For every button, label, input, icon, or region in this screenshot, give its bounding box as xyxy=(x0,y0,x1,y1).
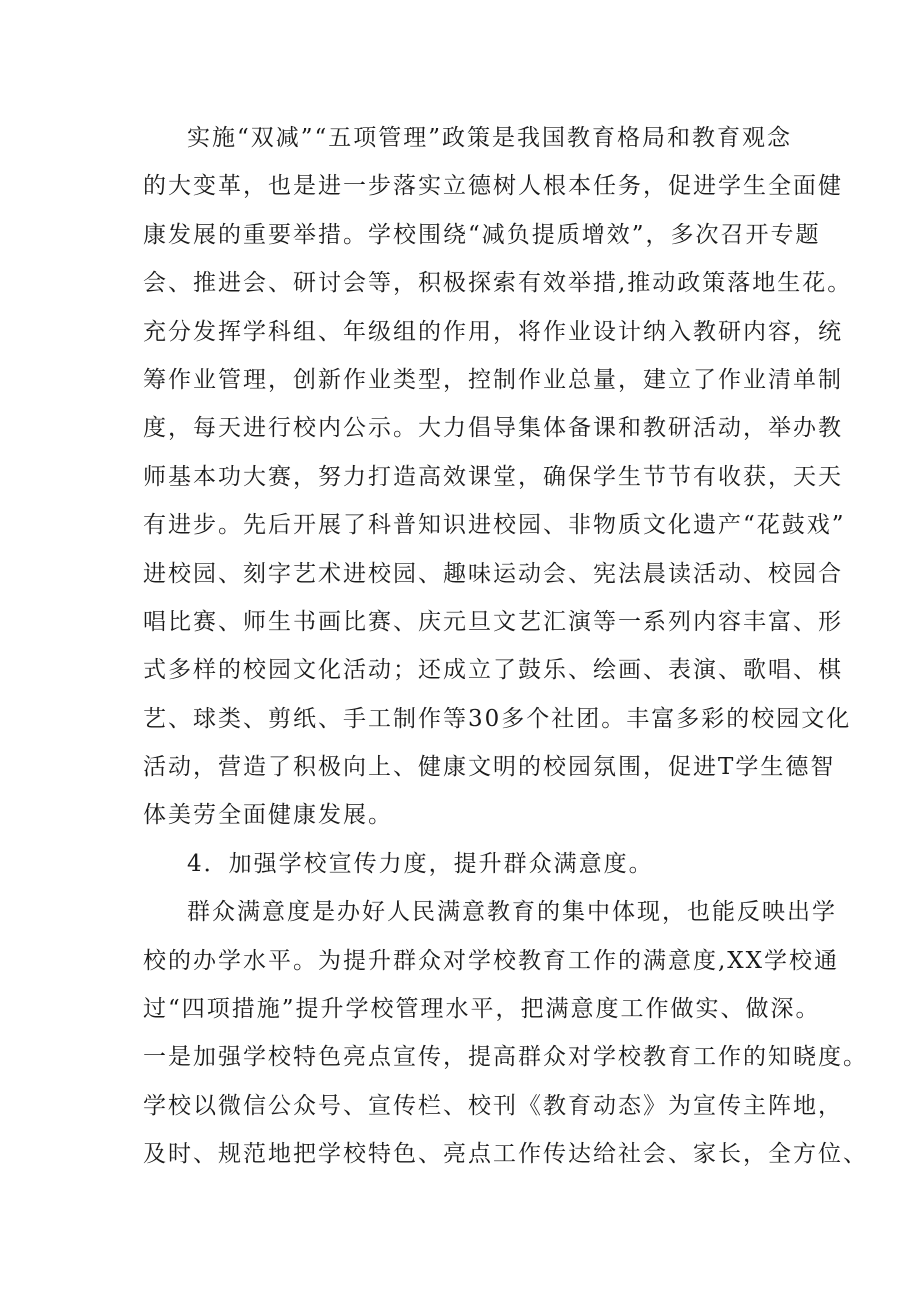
paragraph-1-line: 度，每天进行校内公示。大力倡导集体备课和教研活动，举办教 xyxy=(143,415,843,442)
paragraph-1-line: 会、推进会、研讨会等，积极探索有效举措,推动政策落地生花。 xyxy=(143,270,853,297)
paragraph-1-line: 师基本功大赛，努力打造高效课堂，确保学生节节有收获，天天 xyxy=(143,463,843,490)
paragraph-2-line: 及时、规范地把学校特色、亮点工作传达给社会、家长，全方位、 xyxy=(143,1141,868,1168)
paragraph-1-line: 的大变革，也是进一步落实立德树人根本任务，促进学生全面健 xyxy=(143,173,843,200)
paragraph-1-line: 活动，营造了积极向上、健康文明的校园氛围，促进T学生德智 xyxy=(143,754,836,781)
section-heading: 4．加强学校宣传力度，提升群众满意度。 xyxy=(187,850,654,877)
paragraph-2-line: 校的办学水平。为提升群众对学校教育工作的满意度,XX学校通 xyxy=(143,947,840,974)
paragraph-2-line: 过“四项措施”提升学校管理水平，把满意度工作做实、做深。 xyxy=(143,996,821,1023)
paragraph-1-line: 有进步。先后开展了科普知识进校园、非物质文化遗产“花鼓戏” xyxy=(143,512,846,539)
paragraph-1-line: 康发展的重要举措。学校围绕“减负提质增效”，多次召开专题 xyxy=(143,221,821,248)
paragraph-2-line: 一是加强学校特色亮点宣传，提高群众对学校教育工作的知晓度。 xyxy=(143,1044,868,1071)
document-body xyxy=(143,114,868,1179)
paragraph-1-line: 进校园、刻字艺术进校园、趣味运动会、宪法晨读活动、校园合 xyxy=(143,560,843,587)
paragraph-1-line: 充分发挥学科组、年级组的作用，将作业设计纳入教研内容，统 xyxy=(143,318,843,345)
paragraph-1-line: 实施“双减”“五项管理”政策是我国教育格局和教育观念 xyxy=(187,125,793,151)
paragraph-1-line: 唱比赛、师生书画比赛、庆元旦文艺汇演等一系列内容丰富、形 xyxy=(143,608,843,635)
paragraph-2-line: 学校以微信公众号、宣传栏、校刊《教育动态》为宣传主阵地， xyxy=(143,1092,843,1119)
paragraph-1-line: 体美劳全面健康发展。 xyxy=(143,802,393,829)
paragraph-1-line: 艺、球类、剪纸、手工制作等30多个社团。丰富多彩的校园文化 xyxy=(143,705,852,732)
paragraph-2-line: 群众满意度是办好人民满意教育的集中体现，也能反映出学 xyxy=(187,899,837,926)
paragraph-1-line: 筹作业管理，创新作业类型，控制作业总量，建立了作业清单制 xyxy=(143,366,843,393)
paragraph-1-line: 式多样的校园文化活动；还成立了鼓乐、绘画、表演、歌唱、棋 xyxy=(143,657,843,684)
